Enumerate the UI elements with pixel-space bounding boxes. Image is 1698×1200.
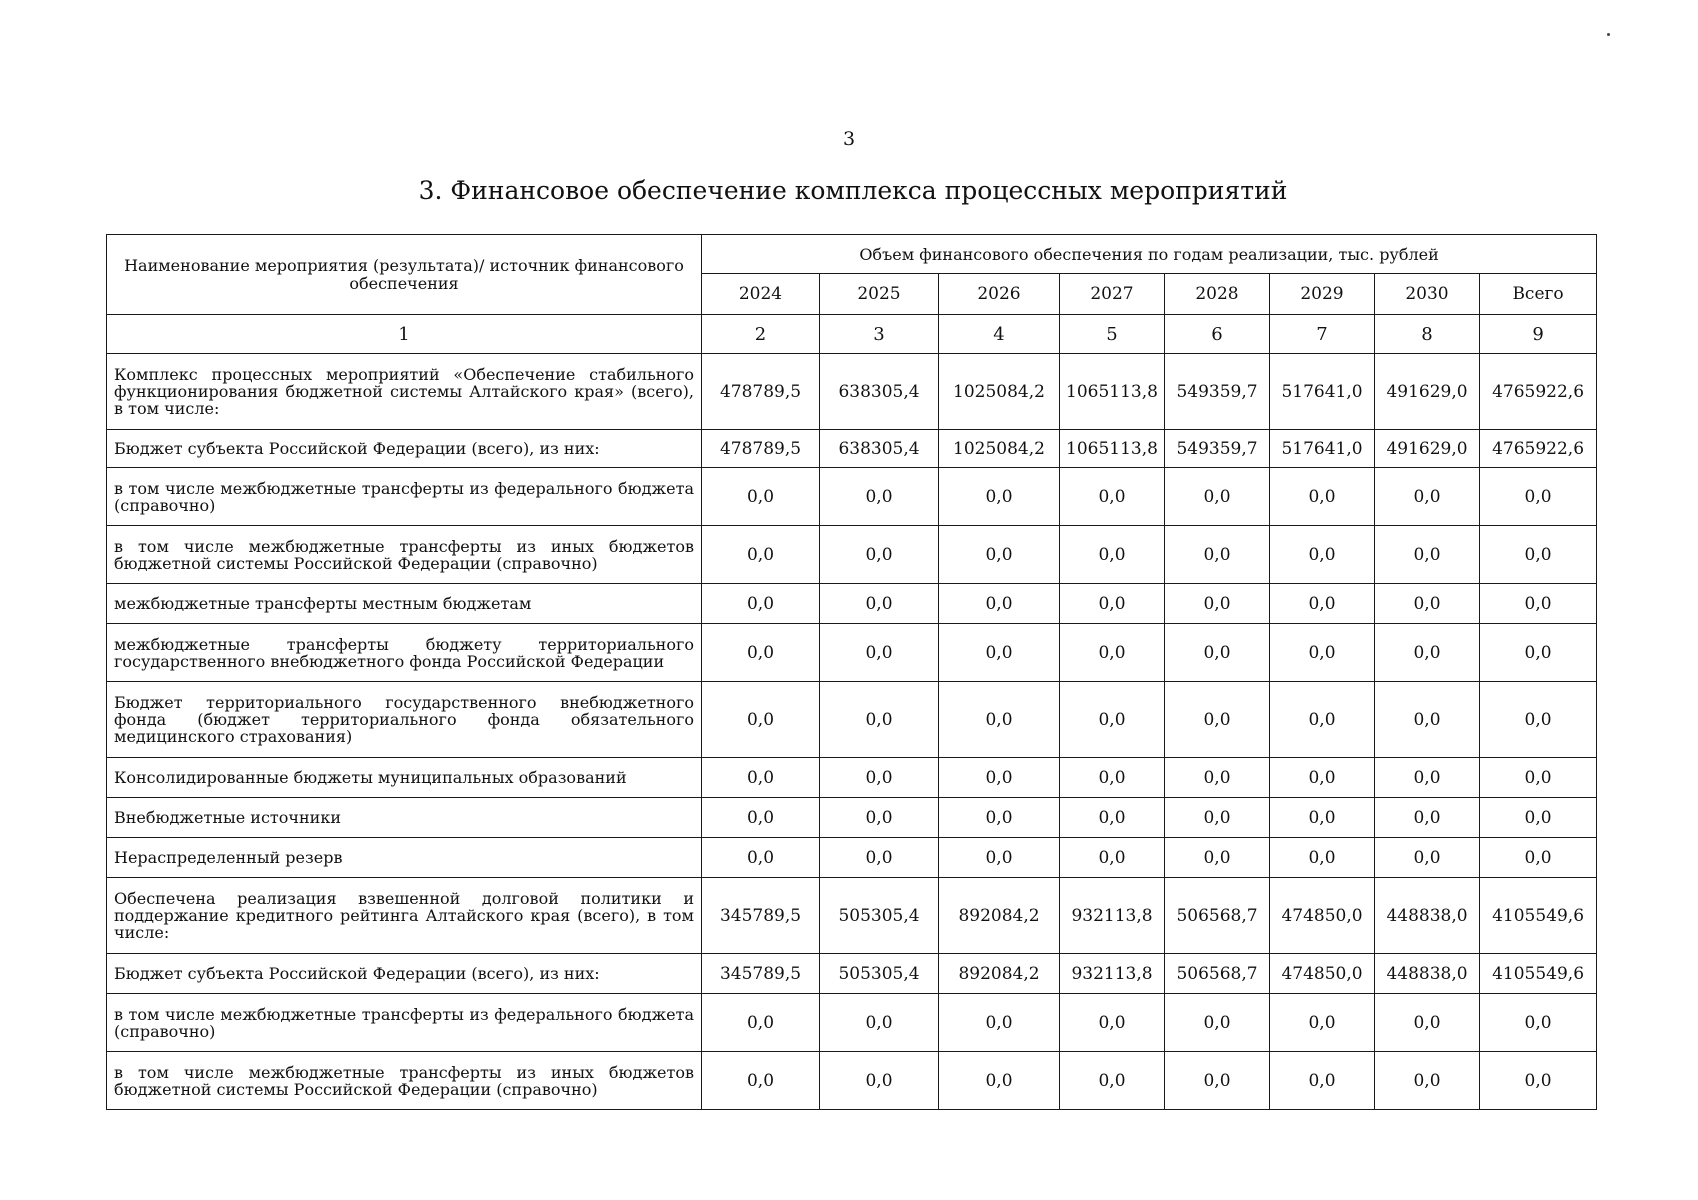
row-value-cell: 0,0 — [1165, 994, 1270, 1052]
row-value-cell: 0,0 — [820, 1052, 939, 1110]
row-value-cell: 1025084,2 — [939, 354, 1060, 430]
row-value-cell: 0,0 — [939, 798, 1060, 838]
row-value-cell: 0,0 — [820, 526, 939, 584]
row-label-cell: в том числе межбюджетные трансферты из федерального бюджета (справочно) — [107, 994, 702, 1052]
row-value-cell: 0,0 — [1375, 758, 1480, 798]
row-label-cell: Комплекс процессных мероприятий «Обеспечение стабильного функционирования бюджетной системы Алтайского края» (всего), в том числе: — [107, 354, 702, 430]
row-value-cell: 0,0 — [1060, 526, 1165, 584]
header-year-cell: 2024 — [702, 274, 820, 315]
row-value-cell: 0,0 — [702, 758, 820, 798]
row-value-cell: 0,0 — [939, 838, 1060, 878]
row-value-cell: 0,0 — [939, 1052, 1060, 1110]
row-value-cell: 0,0 — [939, 682, 1060, 758]
row-value-cell: 0,0 — [820, 624, 939, 682]
row-label-cell: Внебюджетные источники — [107, 798, 702, 838]
row-value-cell: 0,0 — [820, 838, 939, 878]
row-value-cell: 0,0 — [1480, 838, 1597, 878]
column-number-cell: 1 — [107, 315, 702, 354]
row-value-cell: 0,0 — [1270, 798, 1375, 838]
row-value-cell: 932113,8 — [1060, 954, 1165, 994]
row-value-cell: 0,0 — [1375, 994, 1480, 1052]
row-value-cell: 0,0 — [702, 798, 820, 838]
column-number-cell: 8 — [1375, 315, 1480, 354]
row-value-cell: 0,0 — [1165, 584, 1270, 624]
row-value-cell: 0,0 — [1480, 526, 1597, 584]
row-value-cell: 0,0 — [820, 468, 939, 526]
row-label-cell: межбюджетные трансферты бюджету территориального государственного внебюджетного фонда Российской Федерации — [107, 624, 702, 682]
row-value-cell: 517641,0 — [1270, 354, 1375, 430]
row-value-cell: 0,0 — [1060, 758, 1165, 798]
row-label-cell: Консолидированные бюджеты муниципальных образований — [107, 758, 702, 798]
row-value-cell: 0,0 — [1165, 1052, 1270, 1110]
row-value-cell: 1025084,2 — [939, 430, 1060, 468]
row-value-cell: 0,0 — [1270, 994, 1375, 1052]
row-value-cell: 0,0 — [1480, 994, 1597, 1052]
row-value-cell: 0,0 — [1480, 584, 1597, 624]
row-value-cell: 0,0 — [1060, 584, 1165, 624]
row-value-cell: 1065113,8 — [1060, 430, 1165, 468]
row-value-cell: 4765922,6 — [1480, 430, 1597, 468]
row-value-cell: 0,0 — [1060, 468, 1165, 526]
row-value-cell: 0,0 — [1270, 838, 1375, 878]
header-year-cell: 2030 — [1375, 274, 1480, 315]
row-value-cell: 0,0 — [1480, 798, 1597, 838]
row-value-cell: 549359,7 — [1165, 430, 1270, 468]
row-value-cell: 0,0 — [820, 758, 939, 798]
row-label-cell: Бюджет территориального государственного внебюджетного фонда (бюджет территориального фонда обязательного медицинского страхования) — [107, 682, 702, 758]
row-value-cell: 448838,0 — [1375, 954, 1480, 994]
row-value-cell: 892084,2 — [939, 954, 1060, 994]
row-value-cell: 1065113,8 — [1060, 354, 1165, 430]
table-row — [107, 682, 1597, 758]
row-label-cell: Бюджет субъекта Российской Федерации (всего), из них: — [107, 954, 702, 994]
header-row-group — [107, 235, 1597, 274]
table-row — [107, 954, 1597, 994]
table-body — [107, 354, 1597, 1110]
row-label-cell: Нераспределенный резерв — [107, 838, 702, 878]
row-value-cell: 0,0 — [1480, 624, 1597, 682]
row-value-cell: 0,0 — [1165, 468, 1270, 526]
row-label-cell: в том числе межбюджетные трансферты из иных бюджетов бюджетной системы Российской Федерации (справочно) — [107, 526, 702, 584]
row-value-cell: 506568,7 — [1165, 878, 1270, 954]
header-year-cell: Всего — [1480, 274, 1597, 315]
row-value-cell: 0,0 — [939, 526, 1060, 584]
row-value-cell: 0,0 — [1375, 682, 1480, 758]
row-value-cell: 0,0 — [1375, 798, 1480, 838]
row-value-cell: 0,0 — [820, 994, 939, 1052]
header-year-cell: 2029 — [1270, 274, 1375, 315]
row-value-cell: 491629,0 — [1375, 354, 1480, 430]
page-number: 3 — [842, 128, 856, 150]
row-value-cell: 0,0 — [1270, 468, 1375, 526]
row-value-cell: 549359,7 — [1165, 354, 1270, 430]
row-value-cell: 491629,0 — [1375, 430, 1480, 468]
document-title: 3. Финансовое обеспечение комплекса процессных мероприятий — [418, 176, 1288, 205]
table-row — [107, 624, 1597, 682]
column-number-cell: 5 — [1060, 315, 1165, 354]
row-value-cell: 0,0 — [702, 526, 820, 584]
row-value-cell: 0,0 — [1375, 526, 1480, 584]
row-value-cell: 892084,2 — [939, 878, 1060, 954]
row-value-cell: 0,0 — [1375, 838, 1480, 878]
header-year-cell: 2026 — [939, 274, 1060, 315]
row-value-cell: 474850,0 — [1270, 878, 1375, 954]
column-number-cell: 7 — [1270, 315, 1375, 354]
column-number-cell: 6 — [1165, 315, 1270, 354]
row-value-cell: 0,0 — [1375, 624, 1480, 682]
row-label-cell: межбюджетные трансферты местным бюджетам — [107, 584, 702, 624]
table-row — [107, 838, 1597, 878]
row-value-cell: 506568,7 — [1165, 954, 1270, 994]
row-value-cell: 0,0 — [1060, 994, 1165, 1052]
row-value-cell: 0,0 — [820, 584, 939, 624]
row-value-cell: 0,0 — [1270, 624, 1375, 682]
header-year-cell: 2028 — [1165, 274, 1270, 315]
row-value-cell: 448838,0 — [1375, 878, 1480, 954]
row-value-cell: 0,0 — [1375, 584, 1480, 624]
row-value-cell: 345789,5 — [702, 878, 820, 954]
row-value-cell: 478789,5 — [702, 430, 820, 468]
row-value-cell: 0,0 — [820, 798, 939, 838]
financing-table — [106, 234, 1597, 1110]
column-number-cell: 4 — [939, 315, 1060, 354]
row-value-cell: 4105549,6 — [1480, 954, 1597, 994]
row-value-cell: 0,0 — [1165, 838, 1270, 878]
row-value-cell: 0,0 — [939, 624, 1060, 682]
row-value-cell: 0,0 — [1060, 798, 1165, 838]
row-value-cell: 0,0 — [939, 584, 1060, 624]
row-value-cell: 0,0 — [1480, 682, 1597, 758]
row-value-cell: 505305,4 — [820, 954, 939, 994]
column-number-cell: 2 — [702, 315, 820, 354]
row-value-cell: 0,0 — [1165, 624, 1270, 682]
row-value-cell: 345789,5 — [702, 954, 820, 994]
row-value-cell: 0,0 — [939, 994, 1060, 1052]
row-value-cell: 0,0 — [1060, 682, 1165, 758]
column-number-row — [107, 315, 1597, 354]
header-group-cell: Объем финансового обеспечения по годам реализации, тыс. рублей — [702, 235, 1597, 274]
header-year-cell: 2025 — [820, 274, 939, 315]
row-value-cell: 932113,8 — [1060, 878, 1165, 954]
row-value-cell: 0,0 — [702, 624, 820, 682]
table-row — [107, 526, 1597, 584]
row-value-cell: 0,0 — [1270, 758, 1375, 798]
row-value-cell: 0,0 — [1165, 798, 1270, 838]
table-row — [107, 430, 1597, 468]
column-number-cell: 9 — [1480, 315, 1597, 354]
row-value-cell: 4765922,6 — [1480, 354, 1597, 430]
table-row — [107, 994, 1597, 1052]
table-header — [107, 235, 1597, 354]
table-row — [107, 584, 1597, 624]
row-value-cell: 0,0 — [702, 682, 820, 758]
row-value-cell: 505305,4 — [820, 878, 939, 954]
row-value-cell: 0,0 — [939, 758, 1060, 798]
corner-mark — [1607, 33, 1610, 36]
row-value-cell: 0,0 — [1270, 584, 1375, 624]
row-value-cell: 478789,5 — [702, 354, 820, 430]
row-value-cell: 0,0 — [1165, 682, 1270, 758]
row-value-cell: 0,0 — [939, 468, 1060, 526]
table-row — [107, 758, 1597, 798]
row-value-cell: 0,0 — [1060, 838, 1165, 878]
row-value-cell: 0,0 — [1480, 758, 1597, 798]
row-value-cell: 474850,0 — [1270, 954, 1375, 994]
table-row — [107, 878, 1597, 954]
row-label-cell: Обеспечена реализация взвешенной долговой политики и поддержание кредитного рейтинга Алтайского края (всего), в том числе: — [107, 878, 702, 954]
column-number-cell: 3 — [820, 315, 939, 354]
row-value-cell: 0,0 — [702, 1052, 820, 1110]
header-year-cell: 2027 — [1060, 274, 1165, 315]
row-value-cell: 0,0 — [702, 584, 820, 624]
table-row — [107, 354, 1597, 430]
row-value-cell: 0,0 — [1270, 682, 1375, 758]
row-value-cell: 638305,4 — [820, 430, 939, 468]
row-value-cell: 0,0 — [1060, 1052, 1165, 1110]
row-value-cell: 0,0 — [1480, 468, 1597, 526]
row-value-cell: 4105549,6 — [1480, 878, 1597, 954]
row-value-cell: 0,0 — [1270, 526, 1375, 584]
row-value-cell: 638305,4 — [820, 354, 939, 430]
row-value-cell: 0,0 — [1375, 1052, 1480, 1110]
row-value-cell: 0,0 — [1060, 624, 1165, 682]
row-value-cell: 0,0 — [1375, 468, 1480, 526]
row-value-cell: 0,0 — [702, 994, 820, 1052]
row-value-cell: 0,0 — [1270, 1052, 1375, 1110]
row-label-cell: Бюджет субъекта Российской Федерации (всего), из них: — [107, 430, 702, 468]
row-value-cell: 0,0 — [1480, 1052, 1597, 1110]
row-value-cell: 0,0 — [820, 682, 939, 758]
row-value-cell: 517641,0 — [1270, 430, 1375, 468]
row-label-cell: в том числе межбюджетные трансферты из федерального бюджета (справочно) — [107, 468, 702, 526]
row-value-cell: 0,0 — [702, 468, 820, 526]
table-row — [107, 1052, 1597, 1110]
row-label-cell: в том числе межбюджетные трансферты из иных бюджетов бюджетной системы Российской Федерации (справочно) — [107, 1052, 702, 1110]
row-value-cell: 0,0 — [1165, 758, 1270, 798]
table-row — [107, 798, 1597, 838]
row-value-cell: 0,0 — [702, 838, 820, 878]
header-name-cell: Наименование мероприятия (результата)/ источник финансового обеспечения — [107, 235, 702, 315]
table-row — [107, 468, 1597, 526]
row-value-cell: 0,0 — [1165, 526, 1270, 584]
